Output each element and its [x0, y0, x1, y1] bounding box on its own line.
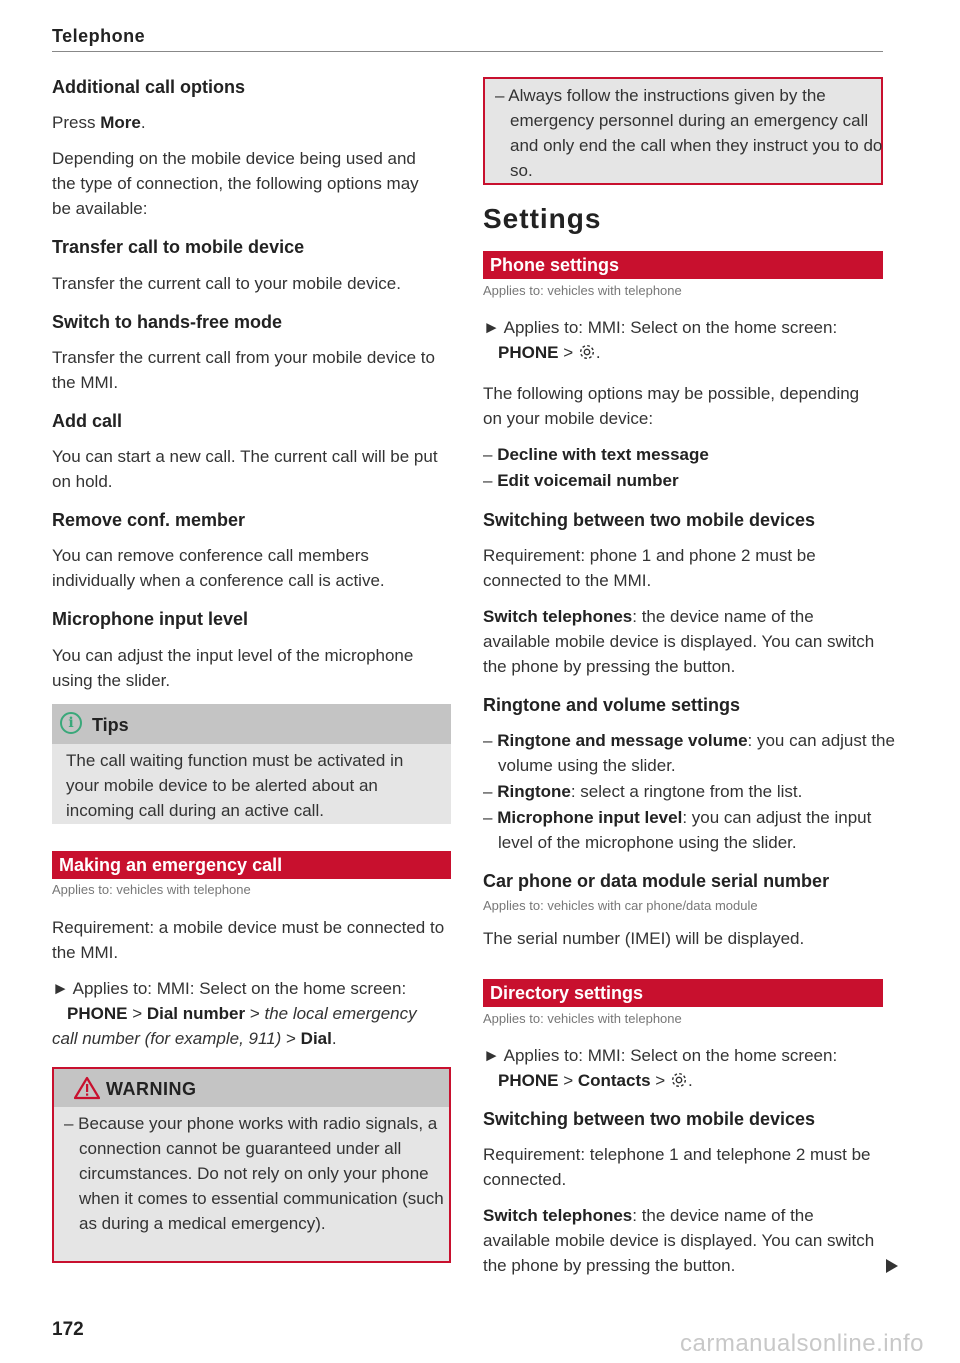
emergency-followup-box	[483, 77, 883, 185]
directory-settings-bar: Directory settings	[483, 979, 883, 1007]
phone-settings-bar: Phone settings	[483, 251, 883, 279]
warning-header	[54, 1069, 449, 1107]
additional-call-options-heading: Additional call options	[52, 77, 245, 97]
remove-member-heading: Remove conf. member	[52, 510, 246, 530]
phone-menu-label: PHONE	[498, 343, 559, 362]
serial-text: The serial number (IMEI) will be displayed.	[483, 929, 805, 948]
emergency-requirement: Requirement: a mobile device must be connected to the MMI.	[52, 918, 445, 962]
directory-switching-heading: Switching between two mobile devices	[483, 1109, 816, 1129]
emergency-number-text: the local emergency call number (for example, 911)	[52, 1004, 417, 1048]
remove-member-text: You can remove conference call members individually when a conference call is active.	[52, 546, 385, 590]
tips-header	[52, 704, 451, 744]
ringtone-item: – Ringtone: select a ringtone from the list.	[483, 782, 803, 801]
dial-label: Dial	[300, 1029, 332, 1048]
add-call-heading: Add call	[52, 411, 123, 431]
directory-applies: Applies to: vehicles with telephone	[483, 1011, 682, 1026]
more-label: More	[100, 113, 141, 132]
gear-icon	[670, 1071, 688, 1089]
switching-requirement: Requirement: phone 1 and phone 2 must be connected to the MMI.	[483, 546, 816, 590]
option-decline: – Decline with text message	[483, 445, 709, 464]
emergency-applies: Applies to: vehicles with telephone	[52, 882, 251, 897]
directory-step: ► Applies to: MMI: Select on the home screen: PHONE > Contacts > .	[483, 1046, 838, 1090]
options-intro: The following options may be possible, depending on your mobile device:	[483, 384, 860, 428]
contacts-label: Contacts	[577, 1071, 651, 1090]
warning-triangle-icon	[74, 1076, 100, 1100]
additional-intro: Depending on the mobile device being used and the type of connection, the following options may be available:	[52, 149, 419, 218]
transfer-call-text: Transfer the current call to your mobile device.	[52, 274, 401, 293]
continue-arrow-icon	[886, 1259, 898, 1273]
page-header-title: Telephone	[52, 26, 146, 46]
handsfree-heading: Switch to hands-free mode	[52, 312, 283, 332]
press-more-text: Press More.	[52, 113, 146, 132]
emergency-call-bar: Making an emergency call	[52, 851, 451, 879]
switch-telephones-text: Switch telephones: the device name of the available mobile device is displayed. You can switch the phone by pressing the button.	[483, 607, 875, 676]
phone-menu-label: PHONE	[67, 1004, 128, 1023]
tips-box	[52, 704, 451, 824]
header-divider	[52, 51, 883, 52]
add-call-text: You can start a new call. The current call will be put on hold.	[52, 447, 438, 491]
serial-applies: Applies to: vehicles with car phone/data module	[483, 898, 758, 913]
dial-number-label: Dial number	[146, 1004, 246, 1023]
phone-settings-applies: Applies to: vehicles with telephone	[483, 283, 682, 298]
emergency-step: ► Applies to: MMI: Select on the home screen: PHONE > Dial number > the local emergency call number (for example, 911) > Dial.	[52, 979, 417, 1048]
gear-icon	[578, 343, 596, 361]
settings-title: Settings	[483, 203, 602, 234]
ringtone-heading: Ringtone and volume settings	[483, 695, 741, 715]
option-voicemail: – Edit voicemail number	[483, 471, 679, 490]
directory-switching-requirement: Requirement: telephone 1 and telephone 2 must be connected.	[483, 1145, 871, 1189]
mic-input-item: – Microphone input level: you can adjust the input level of the microphone using the slider.	[483, 808, 872, 852]
serial-number-heading: Car phone or data module serial number	[483, 871, 830, 891]
mic-level-text: You can adjust the input level of the microphone using the slider.	[52, 646, 414, 690]
page-number: 172	[52, 1319, 84, 1340]
directory-switch-telephones-text: Switch telephones: the device name of the available mobile device is displayed. You can switch the phone by pressing the button.	[483, 1206, 875, 1275]
handsfree-text: Transfer the current call from your mobile device to the MMI.	[52, 348, 435, 392]
mic-level-heading: Microphone input level	[52, 609, 249, 629]
switching-heading: Switching between two mobile devices	[483, 510, 816, 530]
tips-title: Tips	[92, 715, 129, 735]
watermark: carmanualsonline.info	[680, 1330, 924, 1357]
phone-settings-step: ► Applies to: MMI: Select on the home screen: PHONE > .	[483, 318, 838, 362]
transfer-call-heading: Transfer call to mobile device	[52, 237, 305, 257]
phone-menu-label: PHONE	[498, 1071, 559, 1090]
warning-text: – Because your phone works with radio signals, a connection cannot be guaranteed under all circumstances. Do not rely on only your phone when it comes to essential communication (such as during a medical emergency).	[64, 1114, 444, 1233]
info-icon: i	[60, 712, 82, 734]
warning-title: WARNING	[106, 1079, 197, 1099]
ringtone-volume-item: – Ringtone and message volume: you can adjust the volume using the slider.	[483, 731, 895, 775]
tips-text: The call waiting function must be activated in your mobile device to be alerted about an incoming call during an active call.	[66, 751, 404, 820]
warning-box	[52, 1067, 451, 1263]
followup-text: – Always follow the instructions given by the emergency personnel during an emergency call and only end the call when they instruct you to do so.	[495, 86, 883, 180]
